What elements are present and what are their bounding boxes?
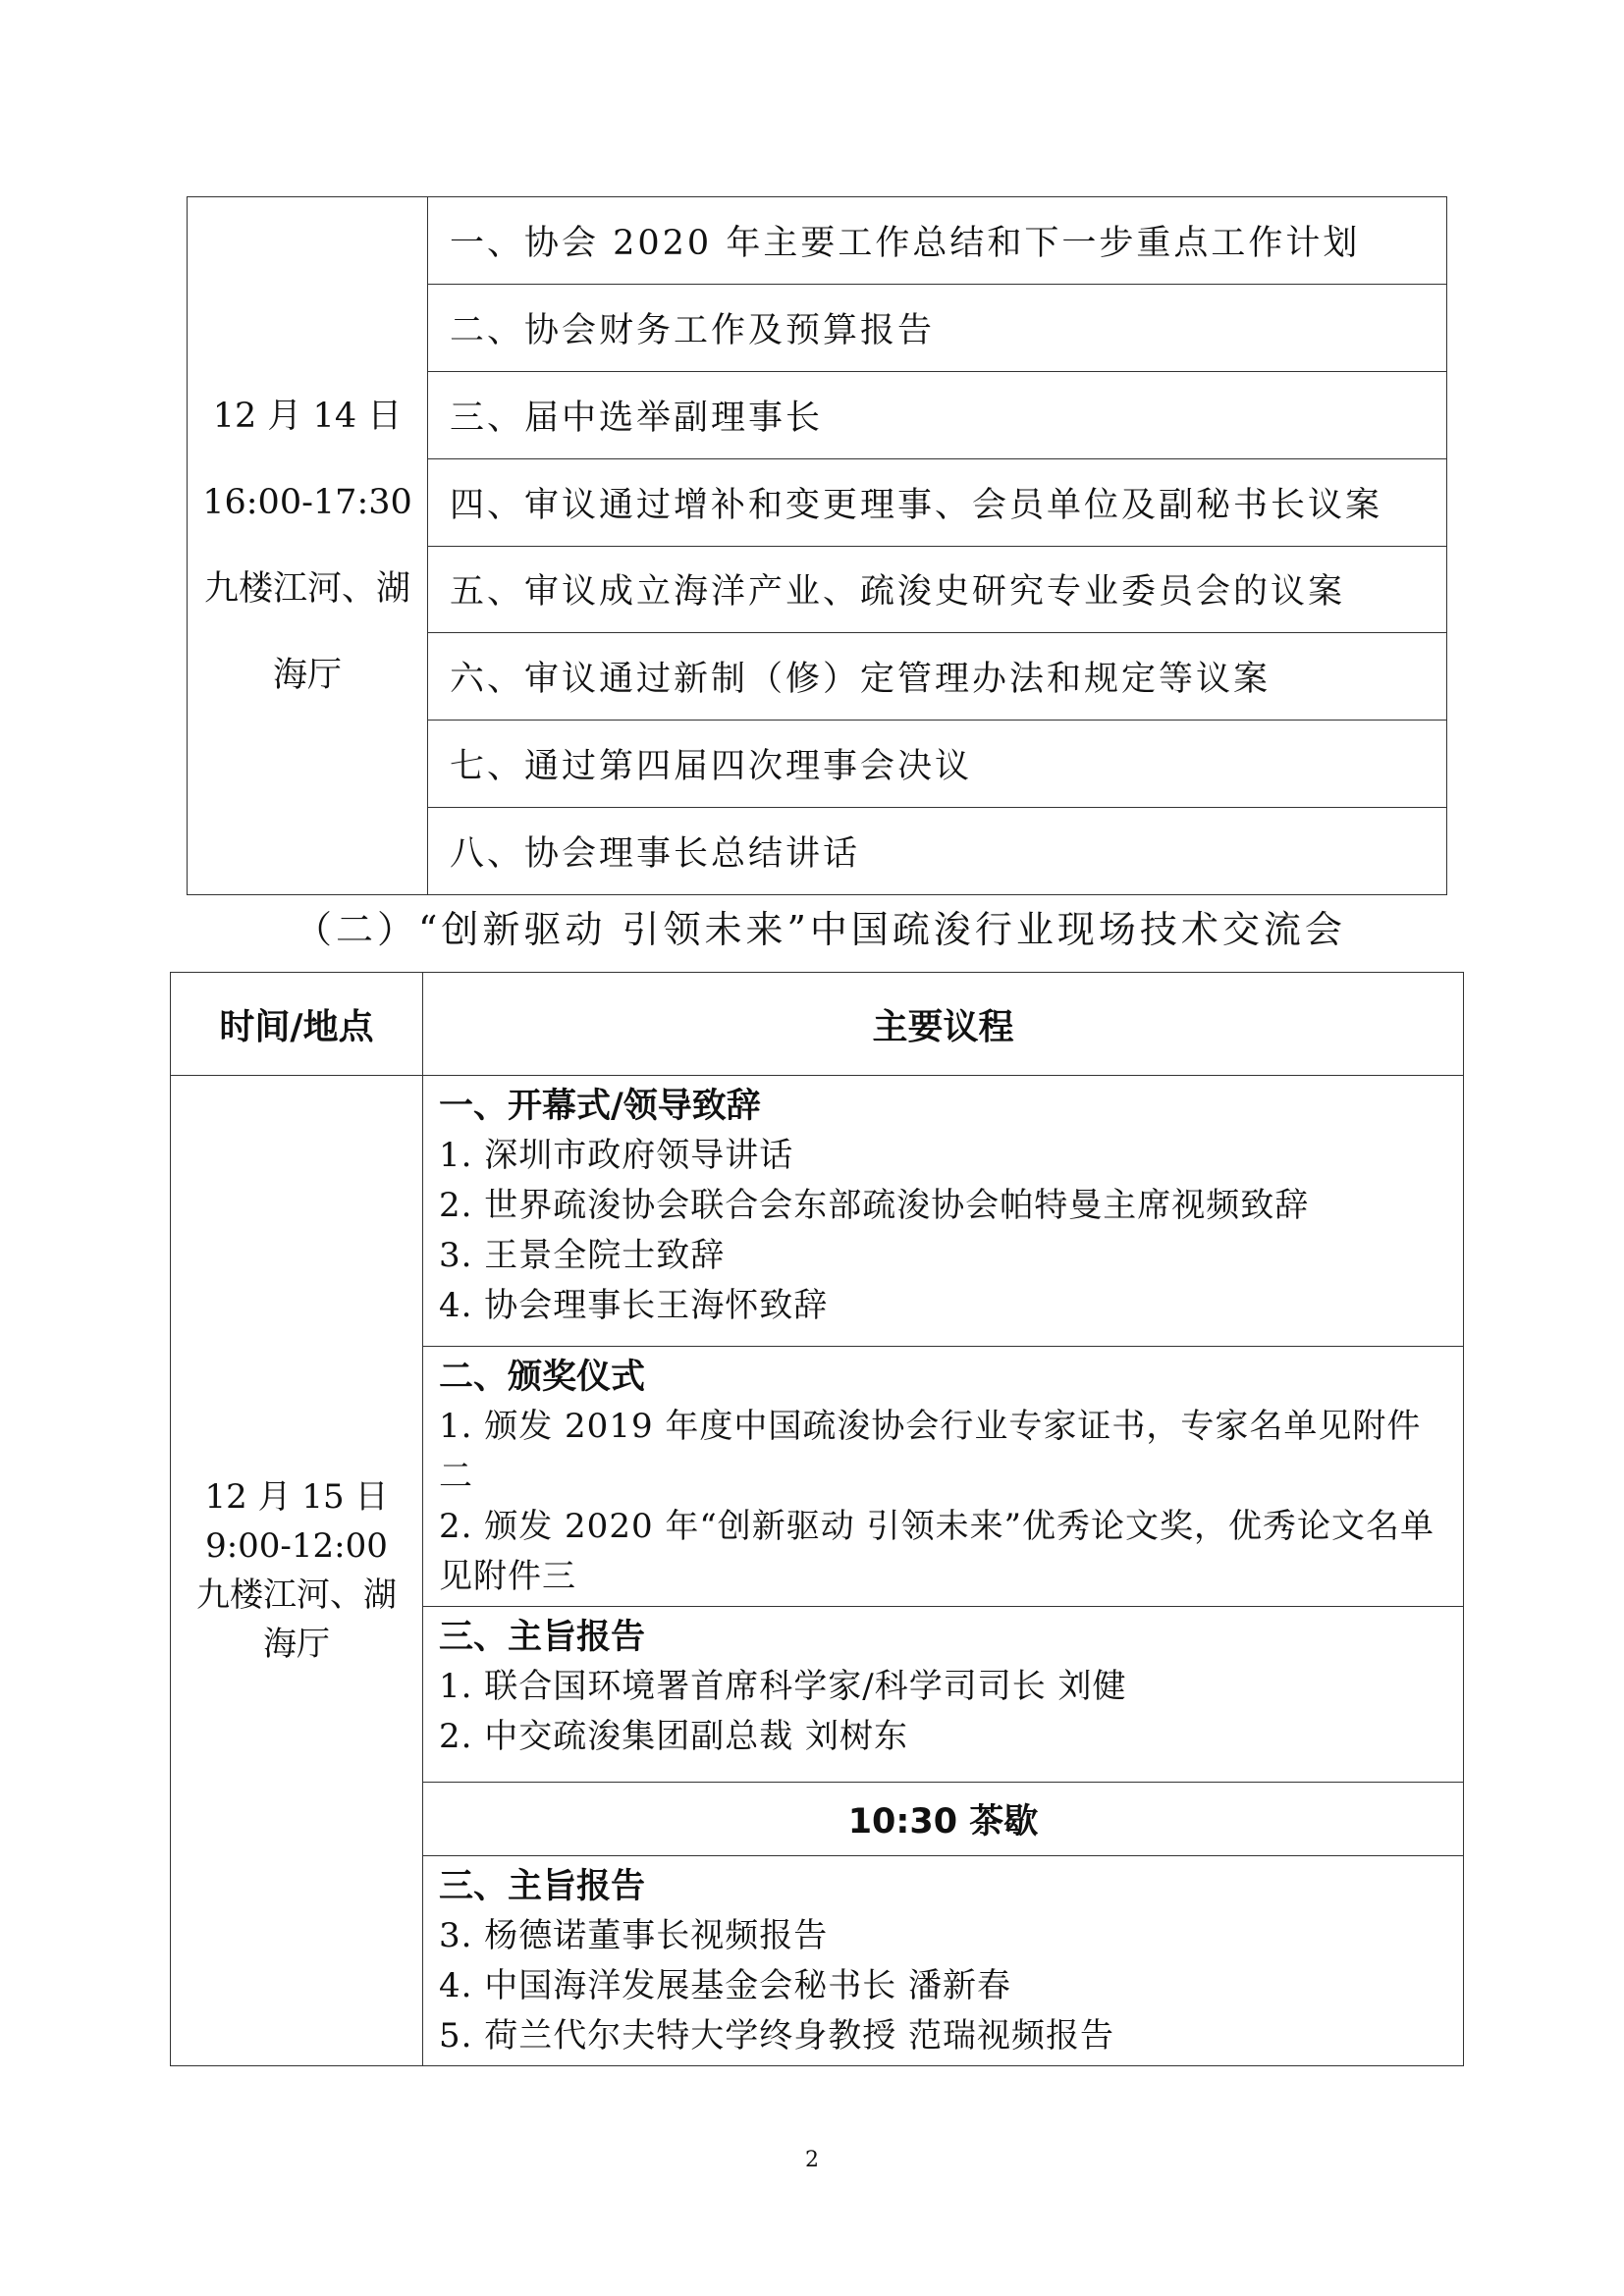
list-item: 3. 王景全院士致辞 — [439, 1236, 726, 1275]
agenda-section-keynote-cont — [423, 1856, 1464, 2066]
time-text: 9:00-12:00 — [205, 1526, 388, 1566]
venue-text-cont: 海厅 — [272, 656, 342, 695]
list-item: 1. 颁发 2019 年度中国疏浚协会行业专家证书，专家名单见附件二 — [439, 1407, 1422, 1496]
header-agenda: 主要议程 — [423, 973, 1464, 1076]
venue-text-cont: 海厅 — [263, 1625, 330, 1664]
page-number: 2 — [805, 2148, 819, 2172]
list-item: 1. 联合国环境署首席科学家/科学司司长 刘健 — [439, 1667, 1127, 1706]
list-item: 2. 颁发 2020 年“创新驱动 引领未来”优秀论文奖，优秀论文名单见附件三 — [439, 1507, 1435, 1596]
table-row — [171, 1076, 1464, 1347]
time-text: 16:00-17:30 — [202, 483, 412, 522]
agenda-item: 七、通过第四届四次理事会决议 — [428, 721, 1447, 808]
agenda-item: 三、届中选举副理事长 — [428, 371, 1447, 458]
time-place-cell — [171, 1076, 423, 2066]
table-row — [188, 197, 1447, 285]
council-agenda-table — [187, 196, 1447, 895]
list-item: 2. 世界疏浚协会联合会东部疏浚协会帕特曼主席视频致辞 — [439, 1186, 1310, 1225]
section-title: 一、开幕式/领导致辞 — [439, 1087, 761, 1126]
agenda-item: 一、协会 2020 年主要工作总结和下一步重点工作计划 — [428, 197, 1447, 285]
list-item: 5. 荷兰代尔夫特大学终身教授 范瑞视频报告 — [439, 2016, 1115, 2056]
agenda-item: 六、审议通过新制（修）定管理办法和规定等议案 — [428, 633, 1447, 721]
agenda-section-awards — [423, 1347, 1464, 1607]
list-item: 2. 中交疏浚集团副总裁 刘树东 — [439, 1717, 909, 1756]
section-title: 三、主旨报告 — [439, 1618, 646, 1657]
list-item: 1. 深圳市政府领导讲话 — [439, 1136, 794, 1175]
time-place-cell — [188, 197, 428, 895]
table-header-row — [171, 973, 1464, 1076]
list-item: 4. 中国海洋发展基金会秘书长 潘新春 — [439, 1966, 1012, 2005]
venue-text: 九楼江河、湖 — [196, 1575, 397, 1615]
venue-text: 九楼江河、湖 — [203, 569, 410, 609]
date-text: 12 月 14 日 — [212, 397, 403, 436]
exchange-agenda-table — [170, 972, 1464, 2066]
date-text: 12 月 15 日 — [204, 1477, 389, 1517]
section-heading: （二）“创新驱动 引领未来”中国疏浚行业现场技术交流会 — [295, 908, 1346, 951]
section-title: 三、主旨报告 — [439, 1867, 646, 1906]
section-title: 二、颁奖仪式 — [439, 1358, 646, 1397]
agenda-section-keynote — [423, 1607, 1464, 1783]
list-item: 4. 协会理事长王海怀致辞 — [439, 1286, 829, 1325]
agenda-item: 四、审议通过增补和变更理事、会员单位及副秘书长议案 — [428, 458, 1447, 546]
agenda-item: 五、审议成立海洋产业、疏浚史研究专业委员会的议案 — [428, 546, 1447, 633]
agenda-item: 八、协会理事长总结讲话 — [428, 808, 1447, 895]
list-item: 3. 杨德诺董事长视频报告 — [439, 1916, 829, 1955]
agenda-section-opening — [423, 1076, 1464, 1347]
agenda-item: 二、协会财务工作及预算报告 — [428, 284, 1447, 371]
tea-break-row: 10:30 茶歇 — [423, 1783, 1464, 1856]
header-time-place: 时间/地点 — [171, 973, 423, 1076]
